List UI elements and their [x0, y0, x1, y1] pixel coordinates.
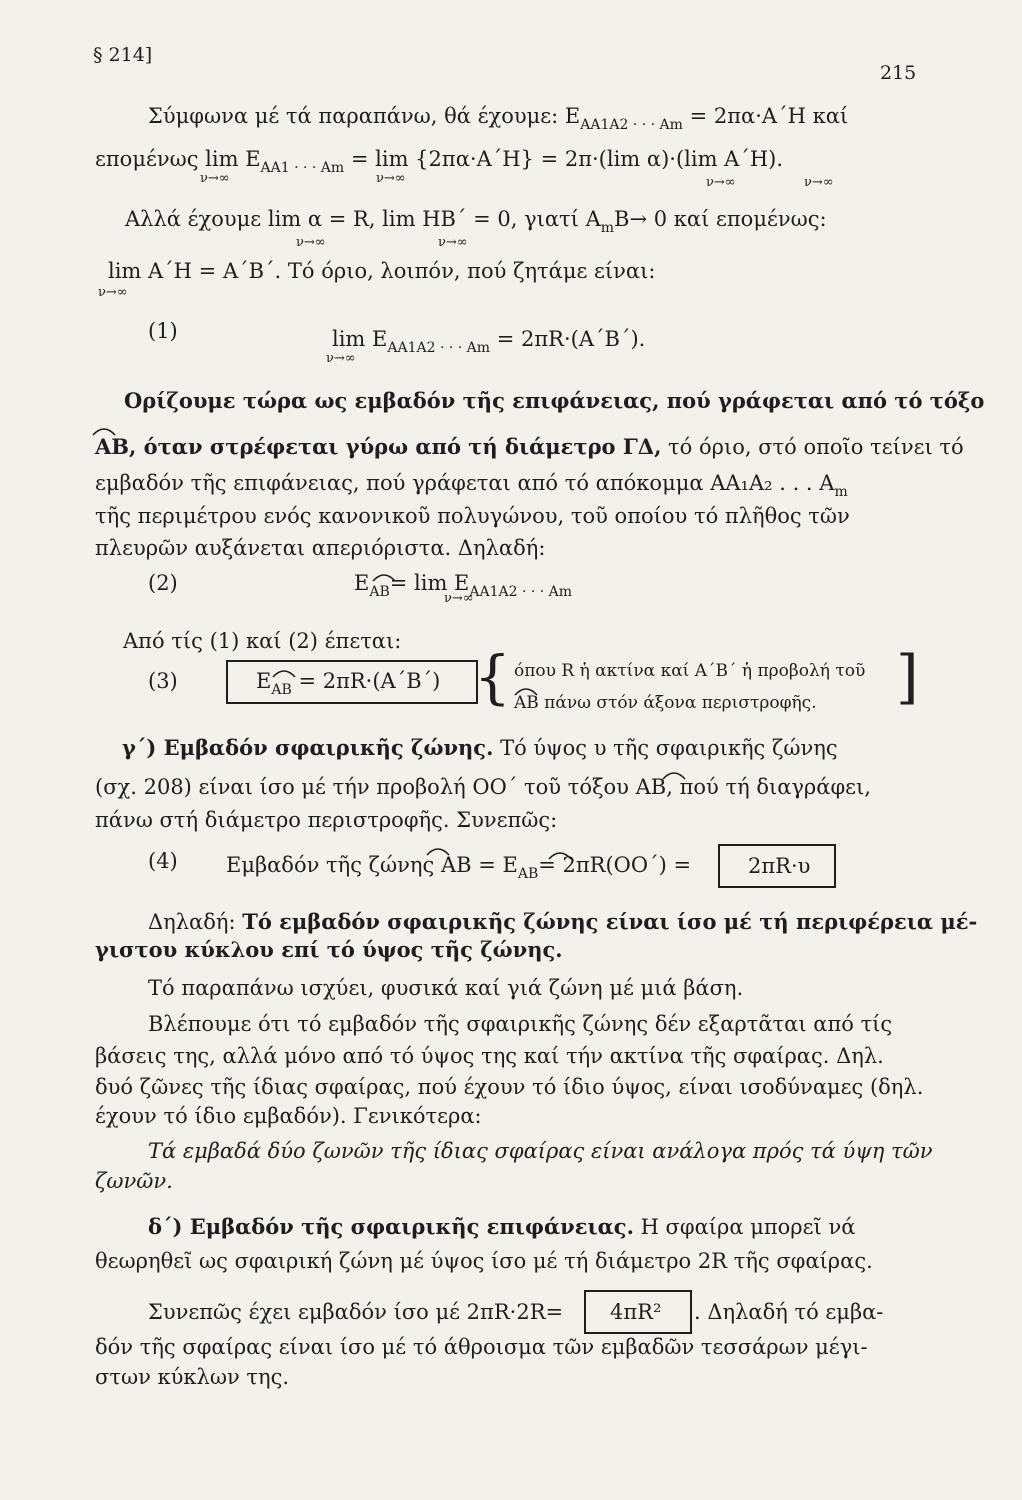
text-line: βάσεις της, αλλά μόνο από τό ύψος της καί τήν ακτίνα τῆς σφαίρας. Δηλ.	[95, 1044, 884, 1068]
equation-label: (1)	[148, 319, 178, 343]
page-number: 215	[880, 62, 917, 84]
text-line: Βλέπουμε ότι τό εμβαδόν τῆς σφαιρικῆς ζώνης δέν εξαρτᾶται από τίς	[148, 1012, 893, 1036]
right-bracket: ]	[896, 643, 919, 711]
note-line: AB πάνω στόν άξονα περιστροφῆς.	[514, 693, 817, 713]
text-line: Από τίς (1) καί (2) έπεται:	[123, 629, 402, 653]
text-line: δόν τῆς σφαίρας είναι ίσο μέ τό άθροισμα τῶν εμβαδῶν τεσσάρων μέγι-	[95, 1335, 868, 1359]
italic-line: ζωνῶν.	[95, 1169, 173, 1193]
limit-subscript: ν→∞	[438, 235, 468, 250]
text-line: έχουν τό ίδιο εμβαδόν). Γενικότερα:	[95, 1104, 482, 1128]
equation-1: $\lim E_{AA1A2 \cdot \cdot \cdot Am} = 2\pi R\cdot(A΄B΄)$.	[332, 327, 646, 356]
definition-line: πλευρῶν αυξάνεται απεριόριστα. Δηλαδή:	[95, 536, 546, 560]
equation-4: Εμβαδόν τῆς ζώνης AB = $E_{AB}= 2\pi R(OO΄)$ =	[226, 853, 692, 882]
theorem-line: γιστου κύκλου επί τό ύψος τῆς ζώνης.	[95, 937, 563, 962]
text-line: επομένως $\lim E_{AA1 \cdot \cdot \cdot Am} = \lim \{2\pi\alpha\cdot A΄H\} = 2\pi\cdot(\lim$ α)·(lim Α΄Η).	[95, 147, 784, 176]
left-brace: {	[474, 643, 511, 711]
text-line: Συνεπῶς έχει εμβαδόν ίσο μέ 2πR·2R=	[148, 1300, 564, 1324]
definition-line: Ορίζουμε τώρα ως εμβαδόν τῆς επιφάνειας, πού γράφεται από τό τόξο	[124, 388, 985, 413]
limit-subscript: ν→∞	[444, 591, 474, 606]
text-line: στων κύκλων της.	[95, 1365, 290, 1389]
limit-subscript: ν→∞	[200, 171, 230, 186]
limit-subscript: ν→∞	[706, 175, 736, 190]
text-line: lim Α΄Η = Α΄Β΄. Τό όριο, λοιπόν, πού ζητάμε είναι:	[108, 259, 656, 283]
text-line: θεωρηθεῖ ως σφαιρική ζώνη μέ ύψος ίσο μέ τή διάμετρο 2R τῆς σφαίρας.	[95, 1249, 873, 1273]
limit-subscript: ν→∞	[804, 175, 834, 190]
definition-line: AB, όταν στρέφεται γύρω από τή διάμετρο ΓΔ, τό όριο, στό οποῖο τείνει τό	[95, 434, 964, 459]
limit-subscript: ν→∞	[98, 285, 128, 300]
equation-2: $E_{AB}= \lim E_{AA1A2 \cdot \cdot \cdot Am}$	[354, 571, 573, 600]
text-line: (σχ. 208) είναι ίσο μέ τήν προβολή ΟΟ΄ τοῦ τόξου AB, πού τή διαγράφει,	[95, 775, 871, 799]
boxed-area: 4πR²	[610, 1300, 662, 1324]
equation-label: (4)	[148, 849, 178, 873]
equation-label: (3)	[148, 669, 178, 693]
text-line: Τό παραπάνω ισχύει, φυσικά καί γιά ζώνη μέ μιά βάση.	[148, 976, 744, 1000]
text-line: δυό ζῶνες τῆς ίδιας σφαίρας, πού έχουν τό ίδιο ύψος, είναι ισοδύναμες (δηλ.	[95, 1075, 924, 1099]
text-line: πάνω στή διάμετρο περιστροφῆς. Συνεπῶς:	[95, 808, 558, 832]
text-line: . Δηλαδή τό εμβα-	[694, 1300, 884, 1324]
limit-subscript: ν→∞	[376, 171, 406, 186]
note-line: όπου R ἡ ακτίνα καί Α΄Β΄ ἡ προβολή τοῦ	[514, 661, 866, 681]
limit-subscript: ν→∞	[296, 235, 326, 250]
text-line: Αλλά έχουμε lim α = R, lim ΗΒ΄ = 0, γιατί $A_mB\to 0$ καί επομένως:	[125, 207, 827, 236]
equation-3: $E_{AB} = 2\pi R\cdot(A΄B΄)$	[256, 669, 441, 698]
text-line: Σύμφωνα μέ τά παραπάνω, θά έχουμε: $E_{AA1A2 \cdot \cdot \cdot Am} = 2\pi\alpha\cdot A΄H$ καί	[148, 104, 849, 133]
italic-line: Τά εμβαδά δύο ζωνῶν τῆς ίδιας σφαίρας είναι ανάλογα πρός τά ύψη τῶν	[148, 1139, 933, 1163]
definition-line: τῆς περιμέτρου ενός κανονικοῦ πολυγώνου, τοῦ οποίου τό πλῆθος τῶν	[95, 504, 850, 528]
section-gamma: γ΄) Εμβαδόν σφαιρικῆς ζώνης. Τό ύψος υ τῆς σφαιρικῆς ζώνης	[122, 735, 838, 760]
equation-label: (2)	[148, 571, 178, 595]
equation-4-box: 2πR·υ	[748, 854, 811, 878]
section-delta: δ΄) Εμβαδόν τῆς σφαιρικῆς επιφάνειας. Η σφαίρα μπορεῖ νά	[148, 1214, 856, 1239]
definition-line: εμβαδόν τῆς επιφάνειας, πού γράφεται από τό απόκομμα AA₁A₂ . . . $A_m$	[95, 471, 848, 500]
section-header: § 214]	[93, 44, 153, 66]
limit-subscript: ν→∞	[326, 351, 356, 366]
theorem-line: Δηλαδή: Τό εμβαδόν σφαιρικῆς ζώνης είναι ίσο μέ τή περιφέρεια μέ-	[148, 909, 978, 934]
